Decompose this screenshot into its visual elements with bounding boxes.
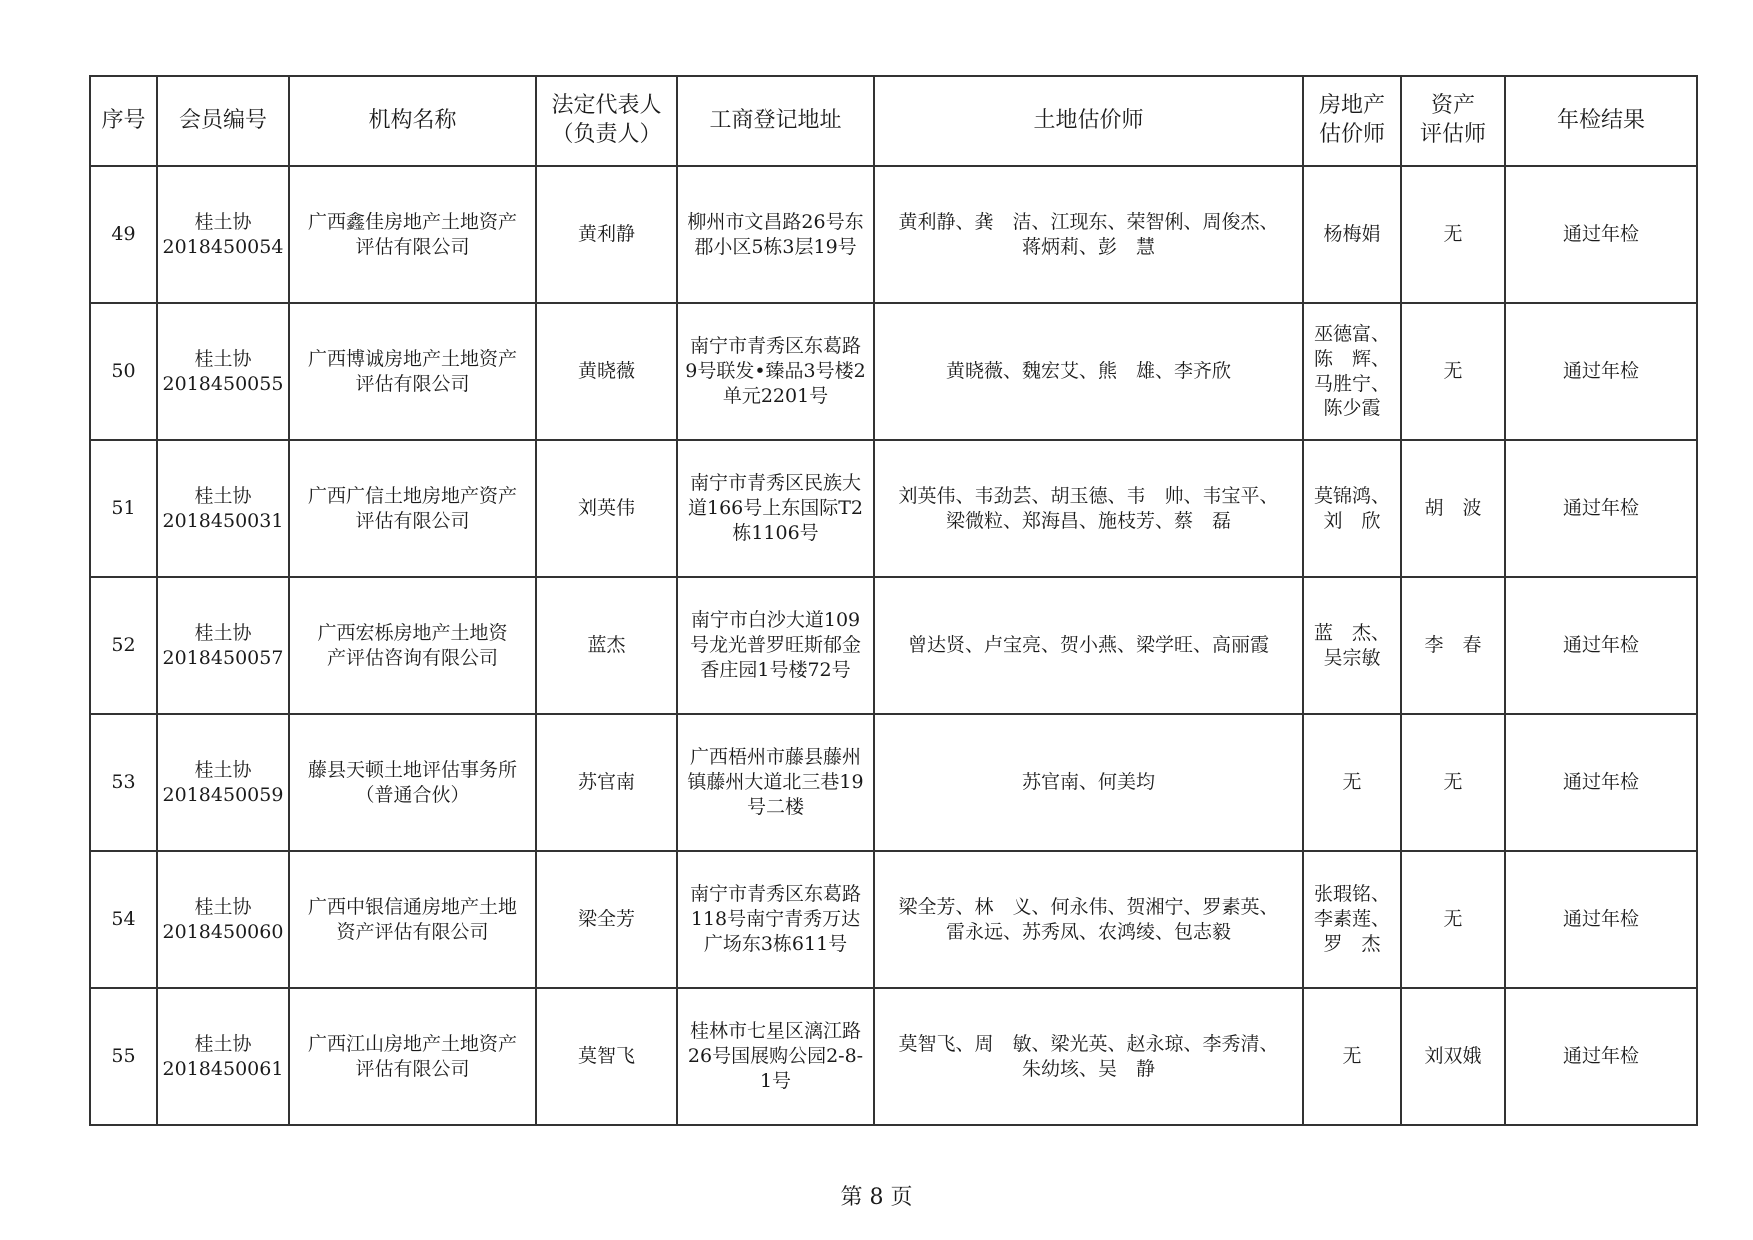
cell-org-name xyxy=(289,851,536,988)
member-no-line: 桂土协 xyxy=(194,210,252,233)
real-estate-line: 无 xyxy=(1342,771,1362,794)
org-name-line: 广西宏栎房地产土地资 xyxy=(317,621,508,644)
asset-line: 无 xyxy=(1443,360,1463,383)
cell-address xyxy=(677,577,874,714)
org-name-line: 广西博诚房地产土地资产 xyxy=(307,347,517,370)
cell-land-appraisers xyxy=(874,166,1303,303)
member-no-line: 桂土协 xyxy=(194,347,252,370)
member-no-line: 桂土协 xyxy=(194,895,252,918)
cell-real-estate-appraisers xyxy=(1303,577,1401,714)
cell-seq: 53 xyxy=(90,714,157,851)
land-appraisers-line: 刘英伟、韦劲芸、胡玉德、韦 帅、韦宝平、 xyxy=(898,484,1279,507)
cell-asset-appraisers xyxy=(1401,577,1505,714)
address-line: 桂林市七星区漓江路 xyxy=(689,1020,861,1043)
cell-legal-rep: 黄晓薇 xyxy=(536,303,677,440)
member-no-line: 桂土协 xyxy=(194,621,252,644)
header-seq: 序号 xyxy=(90,76,157,166)
address-line: 单元2201号 xyxy=(722,384,829,407)
address-line: 栋1106号 xyxy=(732,521,819,544)
org-name-line: 评估有限公司 xyxy=(355,235,470,258)
cell-legal-rep: 黄利静 xyxy=(536,166,677,303)
real-estate-line: 李素莲、 xyxy=(1313,908,1390,931)
cell-address xyxy=(677,303,874,440)
cell-member-no xyxy=(157,303,289,440)
asset-line: 无 xyxy=(1443,223,1463,246)
real-estate-line: 马胜宁、 xyxy=(1313,372,1390,395)
real-estate-line: 张瑕铭、 xyxy=(1313,883,1390,906)
real-estate-line: 吴宗敏 xyxy=(1323,646,1381,669)
cell-result: 通过年检 xyxy=(1505,988,1697,1125)
address-line: 南宁市白沙大道109 xyxy=(690,609,861,632)
cell-seq: 50 xyxy=(90,303,157,440)
land-appraisers-line: 蒋炳莉、彭 慧 xyxy=(1021,235,1155,258)
cell-asset-appraisers xyxy=(1401,851,1505,988)
cell-legal-rep: 苏官南 xyxy=(536,714,677,851)
real-estate-line: 蓝 杰、 xyxy=(1313,621,1390,644)
cell-legal-rep: 梁全芳 xyxy=(536,851,677,988)
address-line: 9号联发•臻品3号楼2 xyxy=(685,360,866,383)
cell-org-name xyxy=(289,577,536,714)
cell-org-name xyxy=(289,303,536,440)
address-line: 柳州市文昌路26号东 xyxy=(687,210,864,233)
header-real-estate-appraisers xyxy=(1303,76,1401,166)
org-name-line: （普通合伙） xyxy=(355,783,470,806)
table-row xyxy=(90,303,1697,440)
table-row xyxy=(90,440,1697,577)
cell-member-no xyxy=(157,166,289,303)
real-estate-line: 刘 欣 xyxy=(1323,509,1381,532)
cell-real-estate-appraisers xyxy=(1303,714,1401,851)
address-line: 南宁市青秀区东葛路 xyxy=(689,883,861,906)
real-estate-line: 陈少霞 xyxy=(1323,397,1381,420)
land-appraisers-line: 雷永远、苏秀凤、农鸿绫、包志毅 xyxy=(945,920,1231,943)
org-name-line: 资产评估有限公司 xyxy=(336,920,489,943)
cell-result: 通过年检 xyxy=(1505,714,1697,851)
land-appraisers-line: 莫智飞、周 敏、梁光英、赵永琼、李秀清、 xyxy=(898,1032,1279,1055)
cell-address xyxy=(677,988,874,1125)
cell-org-name xyxy=(289,440,536,577)
header-asset-line: 资产 xyxy=(1430,93,1475,119)
land-appraisers-line: 黄利静、龚 洁、江现东、荣智俐、周俊杰、 xyxy=(898,210,1279,233)
cell-legal-rep: 刘英伟 xyxy=(536,440,677,577)
table-header-row xyxy=(90,76,1697,166)
header-member-no: 会员编号 xyxy=(157,76,289,166)
cell-real-estate-appraisers xyxy=(1303,988,1401,1125)
member-no-line: 2018450031 xyxy=(162,509,284,532)
header-legal-rep-line: 法定代表人 xyxy=(551,93,662,119)
cell-asset-appraisers xyxy=(1401,988,1505,1125)
org-name-line: 广西广信土地房地产资产 xyxy=(307,484,517,507)
address-line: 南宁市青秀区东葛路 xyxy=(689,335,861,358)
real-estate-line: 无 xyxy=(1342,1045,1362,1068)
cell-address xyxy=(677,714,874,851)
table-row xyxy=(90,166,1697,303)
cell-result: 通过年检 xyxy=(1505,303,1697,440)
land-appraisers-line: 梁微粒、郑海昌、施枝芳、蔡 磊 xyxy=(945,509,1231,532)
land-appraisers-line: 曾达贤、卢宝亮、贺小燕、梁学旺、高丽霞 xyxy=(907,634,1269,657)
cell-member-no xyxy=(157,714,289,851)
cell-member-no xyxy=(157,988,289,1125)
header-address: 工商登记地址 xyxy=(677,76,874,166)
table-body xyxy=(90,166,1697,1125)
member-no-line: 2018450055 xyxy=(162,372,284,395)
cell-real-estate-appraisers xyxy=(1303,166,1401,303)
cell-member-no xyxy=(157,851,289,988)
cell-asset-appraisers xyxy=(1401,440,1505,577)
cell-address xyxy=(677,440,874,577)
cell-member-no xyxy=(157,577,289,714)
cell-org-name xyxy=(289,988,536,1125)
org-name-line: 广西江山房地产土地资产 xyxy=(307,1032,517,1055)
cell-address xyxy=(677,851,874,988)
address-line: 香庄园1号楼72号 xyxy=(700,658,851,681)
org-name-line: 评估有限公司 xyxy=(355,372,470,395)
cell-legal-rep: 蓝杰 xyxy=(536,577,677,714)
cell-seq: 55 xyxy=(90,988,157,1125)
table-row xyxy=(90,714,1697,851)
cell-org-name xyxy=(289,166,536,303)
address-line: 广西梧州市藤县藤州 xyxy=(689,746,861,769)
cell-seq: 52 xyxy=(90,577,157,714)
cell-result: 通过年检 xyxy=(1505,166,1697,303)
table-row xyxy=(90,577,1697,714)
cell-land-appraisers xyxy=(874,714,1303,851)
real-estate-line: 陈 辉、 xyxy=(1313,347,1390,370)
cell-land-appraisers xyxy=(874,988,1303,1125)
cell-asset-appraisers xyxy=(1401,166,1505,303)
address-line: 郡小区5栋3层19号 xyxy=(694,235,857,258)
header-result: 年检结果 xyxy=(1505,76,1697,166)
cell-seq: 49 xyxy=(90,166,157,303)
member-no-line: 2018450061 xyxy=(162,1057,284,1080)
header-org-name: 机构名称 xyxy=(289,76,536,166)
member-no-line: 2018450057 xyxy=(162,646,284,669)
land-appraisers-line: 黄晓薇、魏宏艾、熊 雄、李齐欣 xyxy=(945,360,1231,383)
member-no-line: 桂土协 xyxy=(194,758,252,781)
real-estate-line: 杨梅娟 xyxy=(1323,223,1381,246)
real-estate-line: 罗 杰 xyxy=(1323,932,1381,955)
org-name-line: 评估有限公司 xyxy=(355,1057,470,1080)
org-name-line: 广西鑫佳房地产土地资产 xyxy=(307,210,517,233)
cell-org-name xyxy=(289,714,536,851)
cell-seq: 54 xyxy=(90,851,157,988)
cell-result: 通过年检 xyxy=(1505,851,1697,988)
member-no-line: 2018450059 xyxy=(162,783,284,806)
header-land-appraisers: 土地估价师 xyxy=(874,76,1303,166)
real-estate-line: 莫锦鸿、 xyxy=(1313,484,1390,507)
asset-line: 胡 波 xyxy=(1424,497,1482,520)
cell-real-estate-appraisers xyxy=(1303,851,1401,988)
member-inspection-table xyxy=(89,75,1698,1126)
address-line: 道166号上东国际T2 xyxy=(687,497,864,520)
cell-result: 通过年检 xyxy=(1505,577,1697,714)
member-no-line: 2018450060 xyxy=(162,920,284,943)
cell-asset-appraisers xyxy=(1401,714,1505,851)
header-asset-appraisers xyxy=(1401,76,1505,166)
cell-land-appraisers xyxy=(874,303,1303,440)
table-row xyxy=(90,988,1697,1125)
land-appraisers-line: 苏官南、何美均 xyxy=(1021,771,1155,794)
cell-real-estate-appraisers xyxy=(1303,440,1401,577)
header-real-estate-line: 估价师 xyxy=(1318,122,1385,147)
cell-result: 通过年检 xyxy=(1505,440,1697,577)
member-no-line: 2018450054 xyxy=(162,235,284,258)
address-line: 镇藤州大道北三巷19 xyxy=(687,771,864,794)
cell-seq: 51 xyxy=(90,440,157,577)
address-line: 南宁市青秀区民族大 xyxy=(689,472,861,495)
address-line: 广场东3栋611号 xyxy=(703,932,848,955)
member-no-line: 桂土协 xyxy=(194,1032,252,1055)
cell-asset-appraisers xyxy=(1401,303,1505,440)
asset-line: 无 xyxy=(1443,908,1463,931)
cell-land-appraisers xyxy=(874,851,1303,988)
table-row xyxy=(90,851,1697,988)
org-name-line: 产评估咨询有限公司 xyxy=(326,646,498,669)
member-no-line: 桂土协 xyxy=(194,484,252,507)
land-appraisers-line: 梁全芳、林 义、何永伟、贺湘宁、罗素英、 xyxy=(898,895,1279,918)
cell-legal-rep: 莫智飞 xyxy=(536,988,677,1125)
org-name-line: 评估有限公司 xyxy=(355,509,470,532)
cell-real-estate-appraisers xyxy=(1303,303,1401,440)
cell-member-no xyxy=(157,440,289,577)
header-real-estate-line: 房地产 xyxy=(1318,93,1385,119)
header-legal-rep-line: （负责人） xyxy=(551,122,662,147)
org-name-line: 藤县天顿土地评估事务所 xyxy=(307,758,517,781)
address-line: 号龙光普罗旺斯郁金 xyxy=(689,634,861,657)
header-asset-line: 评估师 xyxy=(1419,122,1486,147)
cell-land-appraisers xyxy=(874,440,1303,577)
header-legal-rep xyxy=(536,76,677,166)
page-number: 第 8 页 xyxy=(840,1185,913,1210)
address-line: 1号 xyxy=(759,1069,792,1092)
asset-line: 无 xyxy=(1443,771,1463,794)
address-line: 26号国展购公园2-8- xyxy=(687,1045,864,1068)
address-line: 118号南宁青秀万达 xyxy=(690,908,861,931)
org-name-line: 广西中银信通房地产土地 xyxy=(307,895,517,918)
real-estate-line: 巫德富、 xyxy=(1313,323,1390,346)
address-line: 号二楼 xyxy=(746,795,804,818)
asset-line: 刘双娥 xyxy=(1424,1045,1482,1068)
asset-line: 李 春 xyxy=(1424,634,1482,657)
cell-address xyxy=(677,166,874,303)
cell-land-appraisers xyxy=(874,577,1303,714)
land-appraisers-line: 朱幼垓、吴 静 xyxy=(1021,1057,1155,1080)
